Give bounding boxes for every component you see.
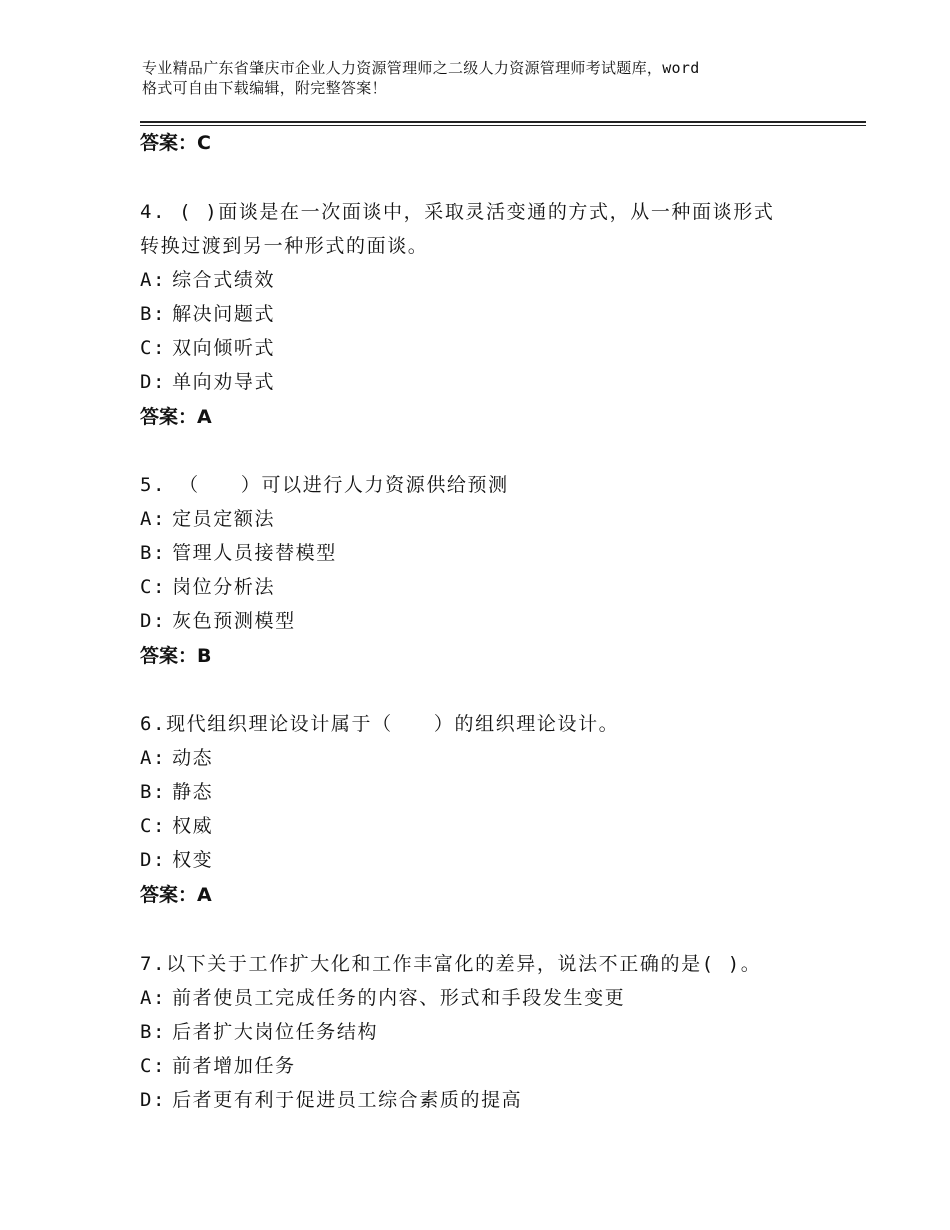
question-4-stem-line-2: 转换过渡到另一种形式的面谈。 xyxy=(140,235,429,257)
question-7-option-b: B: 后者扩大岗位任务结构 xyxy=(140,1021,379,1043)
question-5-stem: 5. （ ）可以进行人力资源供给预测 xyxy=(140,474,509,496)
question-6 xyxy=(140,707,840,877)
question-6-option-a: A: 动态 xyxy=(140,747,214,769)
question-7-option-c: C: 前者增加任务 xyxy=(140,1055,296,1077)
question-4-option-d: D: 单向劝导式 xyxy=(140,371,276,393)
question-6-option-d: D: 权变 xyxy=(140,849,214,871)
answer-q5: 答案：B xyxy=(140,645,212,667)
question-4-option-b: B: 解决问题式 xyxy=(140,303,276,325)
header-rule-thick xyxy=(140,121,866,123)
question-7-option-d: D: 后者更有利于促进员工综合素质的提高 xyxy=(140,1089,523,1111)
question-4 xyxy=(140,195,840,399)
answer-q4: 答案：A xyxy=(140,406,212,428)
question-5-option-a: A: 定员定额法 xyxy=(140,508,276,530)
question-6-option-b: B: 静态 xyxy=(140,781,214,803)
header-rule-thin xyxy=(140,125,866,126)
answer-q3: 答案：C xyxy=(140,132,211,154)
question-6-option-c: C: 权威 xyxy=(140,815,214,837)
document-header xyxy=(142,58,862,98)
question-5-option-c: C: 岗位分析法 xyxy=(140,576,276,598)
question-4-stem-line-1: 4. ( )面谈是在一次面谈中，采取灵活变通的方式，从一种面谈形式 xyxy=(140,201,775,223)
question-6-stem: 6.现代组织理论设计属于（ ）的组织理论设计。 xyxy=(140,713,620,735)
question-5-option-d: D: 灰色预测模型 xyxy=(140,610,296,632)
question-7-stem: 7.以下关于工作扩大化和工作丰富化的差异，说法不正确的是( )。 xyxy=(140,953,762,975)
question-7 xyxy=(140,947,840,1117)
question-5-option-b: B: 管理人员接替模型 xyxy=(140,542,337,564)
question-7-option-a: A: 前者使员工完成任务的内容、形式和手段发生变更 xyxy=(140,987,626,1009)
question-4-option-c: C: 双向倾听式 xyxy=(140,337,276,359)
question-4-option-a: A: 综合式绩效 xyxy=(140,269,276,291)
header-line-2: 格式可自由下载编辑，附完整答案！ xyxy=(142,79,387,97)
answer-q6: 答案：A xyxy=(140,884,212,906)
header-line-1: 专业精品广东省肇庆市企业人力资源管理师之二级人力资源管理师考试题库，word xyxy=(142,59,700,77)
question-5 xyxy=(140,468,840,638)
